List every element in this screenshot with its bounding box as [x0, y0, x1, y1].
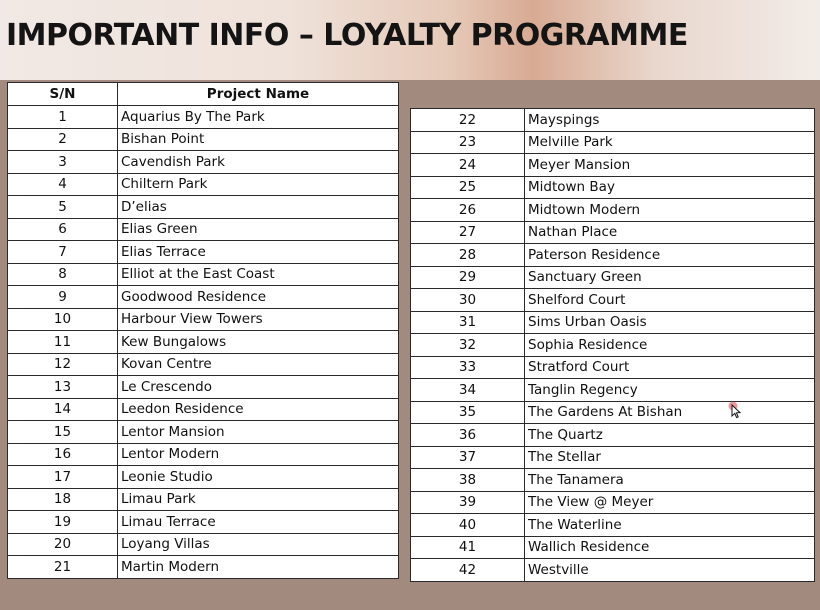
- table-row: [8, 106, 399, 129]
- serial-number-cell: 26: [411, 199, 525, 222]
- serial-number-cell: 11: [8, 331, 118, 354]
- project-name-cell: Leedon Residence: [118, 398, 399, 421]
- project-name-cell: Bishan Point: [118, 128, 399, 151]
- serial-number-cell: 28: [411, 244, 525, 267]
- project-name-cell: The View @ Meyer: [525, 491, 815, 514]
- serial-number-cell: 17: [8, 466, 118, 489]
- table-row: [8, 331, 399, 354]
- project-name-cell: Martin Modern: [118, 556, 399, 579]
- project-name-cell: Sophia Residence: [525, 334, 815, 357]
- serial-number-cell: 37: [411, 446, 525, 469]
- project-name-cell: Chiltern Park: [118, 173, 399, 196]
- table-row: [411, 469, 815, 492]
- table-row: [411, 446, 815, 469]
- table-row: [8, 511, 399, 534]
- project-name-cell: Limau Terrace: [118, 511, 399, 534]
- table-row: [411, 356, 815, 379]
- project-name-cell: Paterson Residence: [525, 244, 815, 267]
- project-name-cell: Elias Green: [118, 218, 399, 241]
- table-row: [411, 176, 815, 199]
- serial-number-cell: 16: [8, 443, 118, 466]
- table-row: [8, 398, 399, 421]
- table-row: [8, 376, 399, 399]
- table-row: [8, 196, 399, 219]
- serial-number-cell: 31: [411, 311, 525, 334]
- serial-number-cell: 36: [411, 424, 525, 447]
- table-row: [8, 488, 399, 511]
- serial-number-cell: 35: [411, 401, 525, 424]
- serial-number-cell: 1: [8, 106, 118, 129]
- project-name-cell: Sanctuary Green: [525, 266, 815, 289]
- table-row: [8, 286, 399, 309]
- table-row: [8, 466, 399, 489]
- project-table-right: [410, 108, 815, 582]
- serial-number-cell: 34: [411, 379, 525, 402]
- table-row: [411, 514, 815, 537]
- serial-number-cell: 39: [411, 491, 525, 514]
- serial-number-cell: 3: [8, 151, 118, 174]
- serial-number-cell: 29: [411, 266, 525, 289]
- table-row: [411, 199, 815, 222]
- serial-number-cell: 22: [411, 109, 525, 132]
- table-row: [411, 491, 815, 514]
- table-row: [8, 128, 399, 151]
- serial-number-cell: 15: [8, 421, 118, 444]
- project-name-cell: Goodwood Residence: [118, 286, 399, 309]
- serial-number-cell: 38: [411, 469, 525, 492]
- serial-number-cell: 25: [411, 176, 525, 199]
- table-row: [411, 131, 815, 154]
- project-name-cell: Midtown Bay: [525, 176, 815, 199]
- project-table-left: [7, 82, 399, 579]
- project-name-cell: The Waterline: [525, 514, 815, 537]
- serial-number-cell: 21: [8, 556, 118, 579]
- table-row: [411, 221, 815, 244]
- table-row: [411, 401, 815, 424]
- project-name-cell: Melville Park: [525, 131, 815, 154]
- table-row: [411, 244, 815, 267]
- table-row: [411, 379, 815, 402]
- table-row: [8, 353, 399, 376]
- serial-number-cell: 12: [8, 353, 118, 376]
- serial-number-cell: 7: [8, 241, 118, 264]
- serial-number-cell: 19: [8, 511, 118, 534]
- serial-number-cell: 5: [8, 196, 118, 219]
- project-name-cell: Le Crescendo: [118, 376, 399, 399]
- column-header-sn: S/N: [8, 83, 118, 106]
- project-name-cell: The Gardens At Bishan: [525, 401, 815, 424]
- table-row: [8, 263, 399, 286]
- project-name-cell: Leonie Studio: [118, 466, 399, 489]
- table-row: [411, 154, 815, 177]
- table-header-row: [8, 83, 399, 106]
- project-name-cell: Wallich Residence: [525, 536, 815, 559]
- serial-number-cell: 10: [8, 308, 118, 331]
- project-name-cell: Shelford Court: [525, 289, 815, 312]
- serial-number-cell: 20: [8, 533, 118, 556]
- serial-number-cell: 33: [411, 356, 525, 379]
- serial-number-cell: 4: [8, 173, 118, 196]
- project-name-cell: The Stellar: [525, 446, 815, 469]
- table-row: [8, 241, 399, 264]
- serial-number-cell: 13: [8, 376, 118, 399]
- project-name-cell: Midtown Modern: [525, 199, 815, 222]
- project-name-cell: Elliot at the East Coast: [118, 263, 399, 286]
- table-row: [411, 289, 815, 312]
- table-row: [411, 109, 815, 132]
- project-name-cell: Nathan Place: [525, 221, 815, 244]
- serial-number-cell: 6: [8, 218, 118, 241]
- serial-number-cell: 24: [411, 154, 525, 177]
- project-name-cell: D’elias: [118, 196, 399, 219]
- serial-number-cell: 14: [8, 398, 118, 421]
- serial-number-cell: 40: [411, 514, 525, 537]
- table-row: [8, 151, 399, 174]
- project-name-cell: Kovan Centre: [118, 353, 399, 376]
- serial-number-cell: 2: [8, 128, 118, 151]
- table-row: [411, 311, 815, 334]
- project-name-cell: Meyer Mansion: [525, 154, 815, 177]
- page-title: IMPORTANT INFO – LOYALTY PROGRAMME: [6, 18, 688, 53]
- table-row: [8, 443, 399, 466]
- table-row: [411, 334, 815, 357]
- project-name-cell: Aquarius By The Park: [118, 106, 399, 129]
- table-row: [411, 424, 815, 447]
- serial-number-cell: 32: [411, 334, 525, 357]
- project-name-cell: Stratford Court: [525, 356, 815, 379]
- project-name-cell: Lentor Mansion: [118, 421, 399, 444]
- project-name-cell: Mayspings: [525, 109, 815, 132]
- table-row: [8, 421, 399, 444]
- table-row: [411, 266, 815, 289]
- table-row: [8, 556, 399, 579]
- serial-number-cell: 23: [411, 131, 525, 154]
- project-name-cell: Tanglin Regency: [525, 379, 815, 402]
- serial-number-cell: 41: [411, 536, 525, 559]
- table-row: [411, 536, 815, 559]
- project-name-cell: The Quartz: [525, 424, 815, 447]
- serial-number-cell: 8: [8, 263, 118, 286]
- table-row: [8, 308, 399, 331]
- project-name-cell: Cavendish Park: [118, 151, 399, 174]
- project-name-cell: Elias Terrace: [118, 241, 399, 264]
- project-name-cell: Westville: [525, 559, 815, 582]
- column-header-project-name: Project Name: [118, 83, 399, 106]
- serial-number-cell: 30: [411, 289, 525, 312]
- project-name-cell: The Tanamera: [525, 469, 815, 492]
- serial-number-cell: 9: [8, 286, 118, 309]
- project-name-cell: Lentor Modern: [118, 443, 399, 466]
- serial-number-cell: 27: [411, 221, 525, 244]
- project-name-cell: Loyang Villas: [118, 533, 399, 556]
- project-name-cell: Harbour View Towers: [118, 308, 399, 331]
- project-name-cell: Limau Park: [118, 488, 399, 511]
- table-row: [8, 218, 399, 241]
- project-name-cell: Sims Urban Oasis: [525, 311, 815, 334]
- serial-number-cell: 42: [411, 559, 525, 582]
- table-row: [411, 559, 815, 582]
- project-name-cell: Kew Bungalows: [118, 331, 399, 354]
- table-row: [8, 533, 399, 556]
- mouse-pointer-icon: [728, 401, 742, 419]
- table-row: [8, 173, 399, 196]
- serial-number-cell: 18: [8, 488, 118, 511]
